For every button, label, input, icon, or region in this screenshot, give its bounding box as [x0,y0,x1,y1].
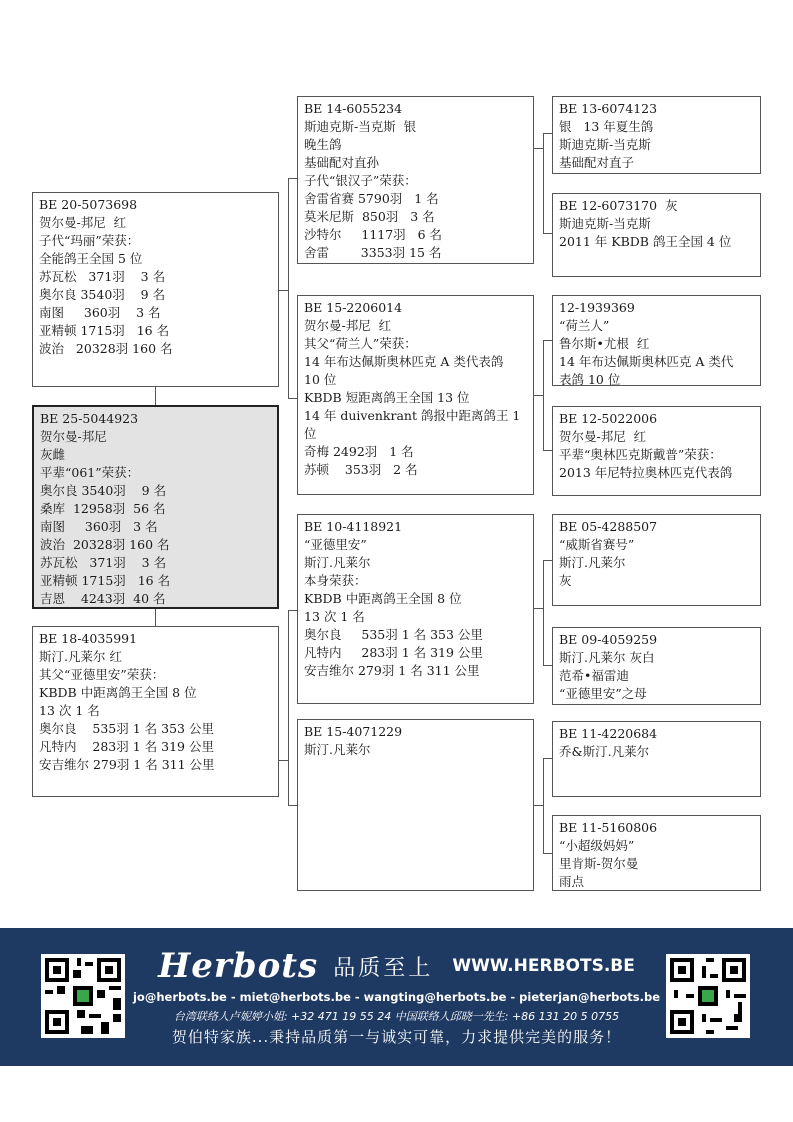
pedigree-line: 位 [304,426,317,441]
sire-box [32,192,279,387]
pedigree-line: 贺尔曼-邦尼 红 [304,318,392,333]
pedigree-line: BE 05-4288507 [559,519,658,534]
subject-pigeon-box [32,405,279,609]
pedigree-line: BE 10-4118921 [304,519,403,534]
pedigree-line: 奥尔良 535羽 1 名 353 公里 [304,627,483,642]
connector [543,758,544,853]
connector [288,398,297,399]
pedigree-line: 12-1939369 [559,300,635,315]
pedigree-line: 乔&斯汀.凡莱尔 [559,744,650,759]
pedigree-line: 基础配对直孙 [304,155,380,170]
pedigree-line: 贺尔曼-邦尼 红 [559,429,647,444]
pedigree-line: 波治 20328羽 160 名 [40,537,170,552]
connector [288,805,297,806]
pedigree-line: 南图 360羽 3 名 [40,519,158,534]
pedigree-line: BE 12-5022006 [559,411,658,426]
pedigree-line: BE 14-6055234 [304,101,403,116]
pedigree-line: 吉恩 4243羽 40 名 [40,591,166,606]
pedigree-line: BE 11-5160806 [559,820,658,835]
connector [543,133,552,134]
brand-slogan: 品质至上 [333,955,434,981]
pedigree-line: “荷兰人” [559,318,610,333]
sss-box [552,96,761,174]
ssd-box [552,193,761,277]
dsd-box [552,627,761,705]
pedigree-line: 10 位 [304,372,337,387]
pedigree-line: 舍雷 3353羽 15 名 [304,245,442,260]
dam-dam-box [297,719,534,891]
pedigree-line: 奇梅 2492羽 1 名 [304,444,414,459]
connector [543,233,552,234]
ddd-box [552,815,761,891]
pedigree-line: BE 13-6074123 [559,101,658,116]
pedigree-line: 舍雷省赛 5790羽 1 名 [304,191,439,206]
pedigree-line: 平辈“奥林匹克斯戴普”荣获： [559,447,722,462]
pedigree-line: “亚德里安”之母 [559,686,647,701]
pedigree-line: 莫米尼斯 850羽 3 名 [304,209,435,224]
pedigree-line: 安吉维尔 279羽 1 名 311 公里 [39,757,215,772]
pedigree-line: 斯汀.凡莱尔 [304,555,371,570]
pedigree-line: 南图 360羽 3 名 [39,305,161,320]
dds-box [552,721,761,797]
pedigree-line: 斯汀.凡莱尔 灰白 [559,650,655,665]
sire-dam-box [297,295,534,495]
pedigree-line: 桑库 12958羽 56 名 [40,501,166,516]
pedigree-line: BE 18-4035991 [39,631,138,646]
pedigree-line: 斯汀.凡莱尔 [559,555,626,570]
pedigree-line: 本身荣获： [304,573,367,588]
pedigree-line: “亚德里安” [304,537,367,552]
motto-text: 贺伯特家族...秉持品质第一与诚实可靠，力求提供完美的服务！ [171,1028,622,1046]
pedigree-line: 波治 20328羽 160 名 [39,341,173,356]
pedigree-line: 沙特尔 1117羽 6 名 [304,227,443,242]
website-link[interactable]: WWW.HERBOTS.BE [452,956,635,976]
connector [543,560,544,665]
pedigree-line: 亚精顿 1715羽 16 名 [40,573,171,588]
pedigree-line: 14 年布达佩斯奥林匹克 A 类代表鸽 [304,354,504,369]
pedigree-line: 贺尔曼-邦尼 红 [39,215,127,230]
connector [533,395,543,396]
connector [533,148,543,149]
pedigree-line: 13 次 1 名 [304,609,365,624]
connector [543,853,552,854]
pedigree-line: “威斯省赛号” [559,537,635,552]
pedigree-line: 奥尔良 3540羽 9 名 [40,483,167,498]
pedigree-line: 斯迪克斯-当克斯 银 [304,119,417,134]
pedigree-line: 全能鸽王全国 5 位 [39,251,143,266]
connector [155,608,156,626]
connector [543,340,544,450]
connector [288,610,289,805]
wechat-qr-icon [666,954,750,1038]
qr-code-right[interactable] [666,954,750,1038]
connector [543,758,552,759]
pedigree-line: 斯迪克斯-当克斯 [559,137,651,152]
pedigree-line: 安吉维尔 279羽 1 名 311 公里 [304,663,480,678]
herbots-logo: Herbots [158,946,319,986]
pedigree-line: 2013 年尼特拉奥林匹克代表鸽 [559,465,733,480]
footer-banner [0,928,793,1066]
dam-box [32,626,279,797]
pedigree-line: 奥尔良 3540羽 9 名 [39,287,166,302]
pedigree-line: 表鸽 10 位 [559,372,621,387]
connector [288,178,289,398]
connector [543,133,544,233]
pedigree-line: 银 13 年夏生鸽 [559,119,654,134]
pedigree-line: 苏瓦松 371羽 3 名 [40,555,167,570]
connector [533,608,543,609]
pedigree-line: BE 25-5044923 [40,411,139,426]
pedigree-line: 子代“玛丽”荣获： [39,233,140,248]
pedigree-line: “小超级妈妈” [559,838,635,853]
pedigree-line: KBDB 中距离鸽王全国 8 位 [39,685,197,700]
connector [543,340,552,341]
connector [533,805,543,806]
dam-sire-box [297,514,534,704]
pedigree-line: 凡特内 283羽 1 名 319 公里 [304,645,483,660]
pedigree-line: KBDB 中距离鸽王全国 8 位 [304,591,462,606]
sdd-box [552,406,761,496]
pedigree-line: 斯汀.凡莱尔 红 [39,649,122,664]
pedigree-line: 晚生鸽 [304,137,342,152]
connector [288,610,297,611]
pedigree-line: 雨点 [559,874,585,889]
pedigree-line: 苏顿 353羽 2 名 [304,462,418,477]
pedigree-line: 奥尔良 535羽 1 名 353 公里 [39,721,214,736]
pedigree-line: 苏瓦松 371羽 3 名 [39,269,166,284]
contact-phones: 台湾联络人卢妮婷小姐: +32 471 19 55 24 中国联络人邱晓一先生: +86 131 20 5 0755 [173,1010,620,1023]
pedigree-line: BE 12-6073170 灰 [559,198,678,213]
pedigree-line: BE 09-4059259 [559,632,658,647]
pedigree-line: 13 次 1 名 [39,703,100,718]
pedigree-line: 亚精顿 1715羽 16 名 [39,323,170,338]
pedigree-line: 灰雌 [40,447,66,462]
connector [278,290,288,291]
pedigree-line: 凡特内 283羽 1 名 319 公里 [39,739,214,754]
pedigree-line: 子代“银汉子”荣获： [304,173,417,188]
pedigree-line: 14 年布达佩斯奥林匹克 A 类代 [559,354,734,369]
pedigree-line: KBDB 短距离鸽王全国 13 位 [304,390,470,405]
pedigree-line: 范希•福雷迪 [559,668,629,683]
pedigree-line: 鲁尔斯•尤根 红 [559,336,650,351]
connector [543,450,552,451]
connector [288,178,297,179]
pedigree-line: 平辈“061”荣获： [40,465,140,480]
pedigree-line: BE 20-5073698 [39,197,138,212]
dss-box [552,514,761,606]
pedigree-line: 其父“荷兰人”荣获： [304,336,417,351]
connector [278,760,288,761]
pedigree-line: BE 11-4220684 [559,726,658,741]
pedigree-line: 2011 年 KBDB 鸽王全国 4 位 [559,234,732,249]
pedigree-line: 斯汀.凡莱尔 [304,742,371,757]
pedigree-line: 里肯斯-贺尔曼 [559,856,639,871]
pedigree-line: 其父“亚德里安”荣获： [39,667,165,682]
connector [543,665,552,666]
sire-sire-box [297,96,534,264]
contact-emails[interactable]: jo@herbots.be - miet@herbots.be - wangting@herbots.be - pieterjan@herbots.be [132,990,661,1004]
sds-box [552,295,761,386]
connector [543,560,552,561]
pedigree-line: 14 年 duivenkrant 鸽报中距离鸽王 1 [304,408,521,423]
pedigree-line: 斯迪克斯-当克斯 [559,216,651,231]
pedigree-line: 贺尔曼-邦尼 [40,429,107,444]
pedigree-line: 灰 [559,573,572,588]
pedigree-line: 基础配对直子 [559,155,635,170]
pedigree-line: BE 15-2206014 [304,300,403,315]
connector [155,386,156,406]
pedigree-line: BE 15-4071229 [304,724,403,739]
